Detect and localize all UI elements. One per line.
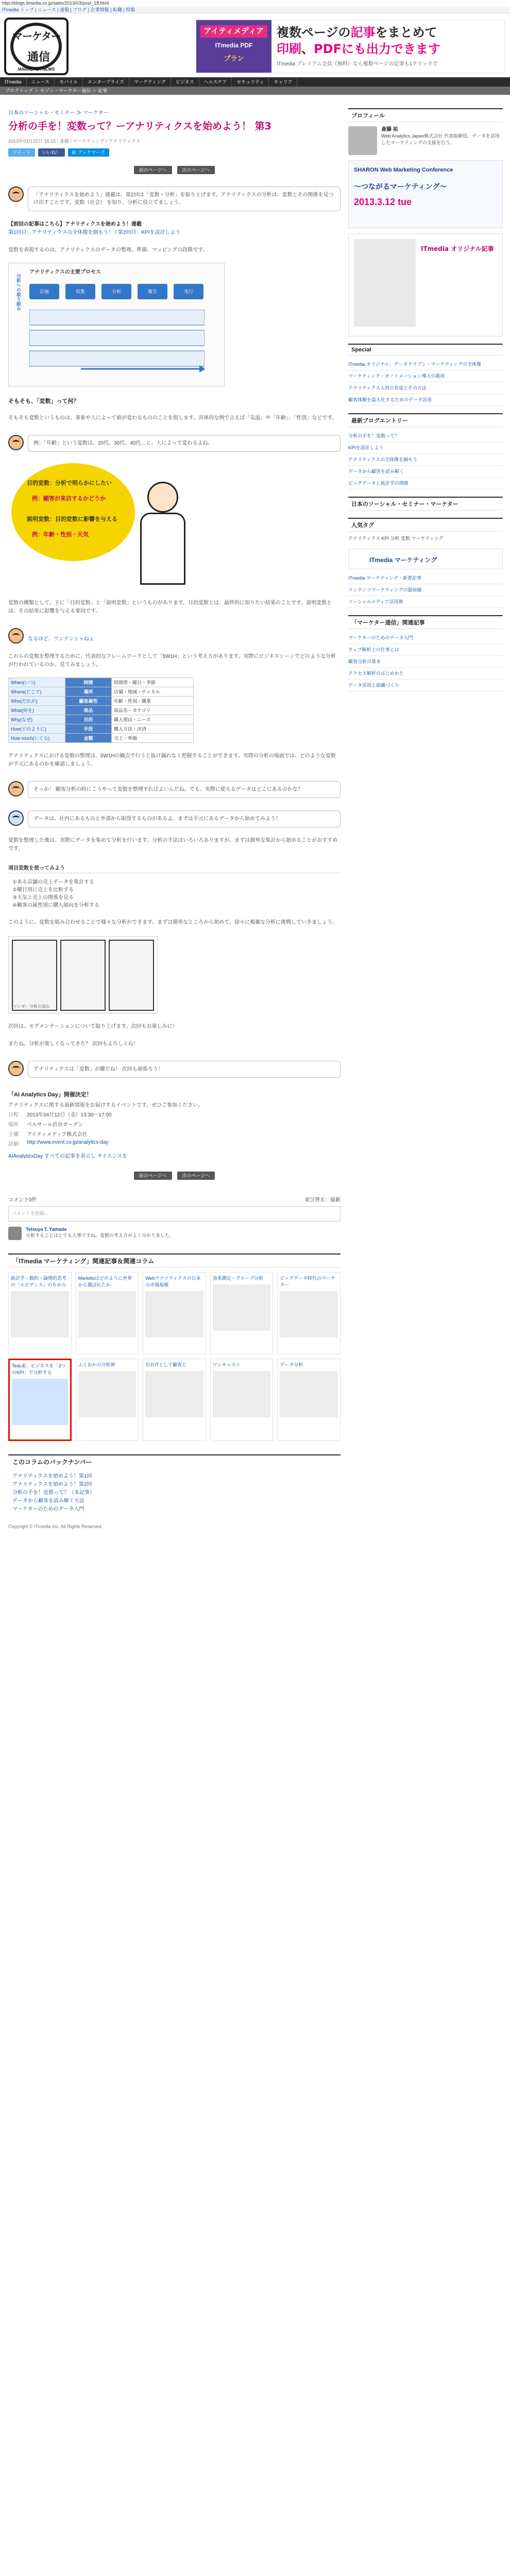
list-item[interactable]: アナリティクス人材の育成とその方法 (348, 382, 503, 394)
ad-platform: プラン (224, 55, 244, 62)
related-card[interactable] (143, 1272, 206, 1354)
profile-box (348, 126, 503, 155)
sidebar-ad-conference[interactable] (348, 160, 503, 228)
avatar (8, 1061, 24, 1076)
table-row (9, 724, 194, 734)
related-thumb (78, 1291, 137, 1337)
paragraph (8, 221, 341, 237)
list-item[interactable]: KPIを設計しよう (348, 442, 503, 454)
nav-item[interactable]: ビジネス (171, 77, 199, 87)
related-title[interactable]: データ分析 (280, 1362, 303, 1367)
related-card-highlighted[interactable] (8, 1359, 72, 1441)
list-item[interactable]: コンテンツマーケティングの最前線 (348, 584, 503, 596)
related-title[interactable]: 統計学・数的・論理的思考の「エビデンス」のちから (11, 1276, 67, 1287)
event-heading: 「AI Analytics Day」開催決定！ (8, 1092, 92, 1098)
event-row (8, 1130, 341, 1138)
sidebar-mk-banner[interactable] (348, 549, 503, 569)
site-header (0, 13, 510, 77)
paragraph: 変数の種類として、主に「目的変数」と「説明変数」というものがあります。目的変数とは、最終的に知りたい結果のことです。説明変数とは、その結果に影響を与える要因です。 (8, 600, 332, 614)
paragraph: これらの変数を整理するために、代表的なフレームワークとして「5W1H」という考え方があります。実際にビジネスシーンでどのような分析が行われているのか、見てみましょう。 (8, 654, 336, 668)
related-card[interactable] (8, 1272, 72, 1354)
table-cell: 年齢・性別・職業 (112, 697, 194, 706)
event-row (8, 1110, 341, 1118)
pager-bottom (128, 1172, 221, 1180)
variable-illustration (8, 461, 225, 590)
next-page-button[interactable]: 次のページへ (177, 1172, 215, 1180)
ad-line1-b: をまとめて (375, 25, 437, 40)
speech-bubble: そっか！ 顧客分析の時にこうやって変数を整理すればよいんだね。でも、実際に使えるデータはどこにあるのかな？ (28, 781, 341, 798)
paragraph-heading: 【前回の記事はこちら】アナリティクスを始めよう！連載 (8, 222, 142, 227)
backnumber-item[interactable]: マーケターのためのデータ入門 (12, 1506, 84, 1512)
related-title[interactable]: TeaLiE：ビジネスを「3つのKPI」で分析する (12, 1363, 66, 1375)
list-item[interactable]: 顧客体験を最大化するためのデータ活用 (348, 394, 503, 406)
profile-text: Web Analytics Japan株式会社 代表取締役。データを活用したマーケティングの支援を行う。 (381, 133, 500, 145)
table-cell: 購入理由・ニーズ (112, 715, 194, 724)
person-illustration (132, 482, 194, 585)
nav-item[interactable]: ニュース (27, 77, 55, 87)
nav-item[interactable]: ITmedia (0, 77, 27, 87)
related-thumb (213, 1284, 271, 1331)
related-thumb (280, 1291, 338, 1337)
ad-brand: ITmedia PDF (215, 42, 253, 49)
related-card[interactable] (76, 1359, 139, 1441)
logo-en-text: MARKETER NEWS (18, 67, 55, 72)
list-item[interactable]: マーケターのためのデータ入門 (348, 632, 503, 644)
list-item[interactable]: アクセス解析のはじめかた (348, 668, 503, 680)
related-card[interactable] (210, 1359, 274, 1441)
article-meta: 2013年03月22日 16:15 / 斎藤 / マーケティング / アナリティクス (8, 139, 141, 144)
diagram-stage: 計画 (29, 284, 59, 299)
5w1h-table (8, 677, 194, 743)
banner-title: SHARON Web Marketing Conference (354, 167, 453, 173)
nav-item[interactable]: マーケティング (129, 77, 171, 87)
category-link[interactable]: 日本のソーシャル・セミナー (8, 110, 75, 116)
person-body (140, 513, 185, 585)
related-thumb (280, 1371, 338, 1417)
comment-author[interactable]: Tetsuya T. Yamada (26, 1227, 67, 1232)
list-item[interactable]: ビッグデータと統計学の関係 (348, 478, 503, 489)
table-cell: How(どのように) (9, 724, 65, 734)
diagram-stage: 実行 (174, 284, 203, 299)
speech-quote (8, 1061, 341, 1078)
event-info (8, 1090, 341, 1159)
copyright: Copyright © ITmedia Inc. All Rights Reserved. (8, 1524, 103, 1529)
paragraph: そもそも変数というものは、事象や人によって値が変わるもののことを指します。具体的な例で言えば「気温」や「年齢」、「性別」などです。 (8, 415, 337, 421)
backnumber-list (8, 1472, 341, 1514)
table-row (9, 687, 194, 697)
event-row (8, 1140, 341, 1147)
related-thumb (11, 1291, 69, 1337)
table-cell: What(何を) (9, 706, 65, 715)
related-thumb (12, 1379, 68, 1425)
event-value: ベルサール渋谷ガーデン (27, 1122, 83, 1128)
paragraph: 変数を表現するのは、アナリティクスのデータの整理、準備、マッピングの段階です。 (8, 247, 208, 253)
related-card[interactable] (76, 1272, 139, 1354)
table-cell: 顧客属性 (65, 697, 112, 706)
diagram-stage: 分析 (101, 284, 131, 299)
pager-top (128, 166, 221, 174)
list-item[interactable]: マーケティング・オートメーション導入の勘所 (348, 370, 503, 382)
event-key: 主催 (8, 1132, 19, 1138)
table-cell: 場所 (65, 687, 112, 697)
paragraph-links[interactable]: 第1回目：アナリティクスの全体像を掴もう！ / 第2回目：KPIを設計しよう (8, 230, 181, 235)
global-nav (0, 77, 510, 87)
ad-tag: アイティメディア (200, 25, 267, 38)
ad-line1-a: 複数ページの (277, 25, 351, 40)
event-row (8, 1120, 341, 1128)
related-title[interactable]: 効果測定・グループ分析 (212, 1276, 264, 1281)
paragraph: 変数を整理した後は、実際にデータを集めて分析を行います。分析の手法はいろいろありますが、まずは簡単な集計から始めることがおすすめです。 (8, 838, 338, 852)
banner-date: 2013.3.12 tue (354, 197, 412, 207)
table-cell: 時間 (65, 678, 112, 687)
list-item[interactable]: 顧客分析の基本 (348, 656, 503, 668)
ad-line1-hl: 記事 (350, 25, 376, 40)
table-row (9, 706, 194, 715)
ad-line2-hl: 印刷 (277, 42, 301, 56)
event-description: アナリティクスに関する最新情報をお届けするイベントです。ぜひご参加ください。 (8, 1103, 203, 1108)
table-cell: 売上・単価 (112, 734, 194, 743)
speech-quote (8, 435, 341, 452)
list-item[interactable]: アナリティクスの全体像を掴もう (348, 454, 503, 466)
profile-photo (348, 126, 377, 155)
ad-copy (277, 24, 498, 67)
special-list (348, 359, 503, 406)
list-item[interactable]: 分析の手を！変数って？ (348, 430, 503, 442)
list-item[interactable]: ITmedia マーケティング・新着記事 (348, 572, 503, 584)
speech-quote (8, 810, 341, 827)
backnumber-item[interactable]: 分析の手を！変数って？（本記事） (12, 1490, 95, 1496)
related-list (348, 632, 503, 691)
profile-heading: プロフィール (348, 108, 503, 122)
speech-bubble: 例：「年齢」という変数は、20代、30代、40代…と、人によって変わるよね。 (28, 435, 341, 452)
ad-line3: ITmedia プレミアム会員（無料）なら複数ページの記事も1クリックで (277, 61, 438, 67)
related-card[interactable] (277, 1272, 341, 1354)
comment (8, 1227, 341, 1240)
paragraph: このように、変数を組み合わせることで様々な分析ができます。まずは簡単なところから始めて、徐々に複雑な分析に挑戦していきましょう。 (8, 920, 337, 925)
related-title[interactable]: ふくおかの分析術 (78, 1362, 115, 1367)
list-item[interactable]: ITmedia オリジナル：データドリブン・マーケティングの全体像 (348, 359, 503, 370)
article-main (8, 108, 341, 1529)
backnumber-heading: このコラムのバックナンバー (8, 1454, 341, 1468)
prev-page-button[interactable]: 前のページへ (134, 166, 172, 174)
table-cell: 商品名・カテゴリ (112, 706, 194, 715)
speech-bubble: 「アナリティクスを始めよう」連載は、第2回は「変数・分析」を取り上げます。アナリティクスの分析は、変数とその関係を見つけ出すことです。変数（社会） を知り、分析に役立てましょう。 (28, 187, 341, 211)
table-cell: How much(いくら) (9, 734, 65, 743)
nav-item[interactable]: ヘルスケア (199, 77, 232, 87)
person-head (147, 482, 178, 513)
illus-line: 例：顧客が来店するかどうか (32, 495, 106, 502)
article-title: 分析の手を！変数って？ーアナリティクスを始めよう！ 第3 (8, 121, 271, 132)
comments-count: コメント0件 (8, 1197, 37, 1203)
avatar (8, 628, 24, 643)
event-link[interactable]: http://www.event.co.jp/analytics-day (27, 1140, 109, 1145)
breadcrumb[interactable]: ブログトップ ＞ セゾン・マーケター通信 ＞ 記事 (0, 87, 510, 95)
table-cell: 商品 (65, 706, 112, 715)
list-item: ②曜日別に売上を比較する (12, 887, 74, 893)
illus-line: 目的変数：分析で明らかにしたい (27, 480, 112, 486)
share-bar (8, 148, 341, 157)
ad-line2-b: 、 (301, 42, 314, 56)
table-row (9, 734, 194, 743)
related-grid (8, 1272, 341, 1441)
event-value: アイティメディア株式会社 (27, 1132, 88, 1138)
paragraph: 次回は、セグメンテーションについて取り上げます。次回もお楽しみに！ (8, 1024, 178, 1029)
related-card[interactable] (143, 1359, 206, 1441)
related-card[interactable] (277, 1359, 341, 1441)
table-cell: Who(だれが) (9, 697, 65, 706)
diagram-stage: 収集 (65, 284, 95, 299)
related-thumb (213, 1371, 271, 1417)
sidebar (348, 108, 503, 691)
illus-line: 例：年齢・性別・天気 (32, 531, 89, 538)
speech-quote (8, 187, 341, 211)
nav-item[interactable]: キャリア (269, 77, 297, 87)
table-row (9, 697, 194, 706)
nav-item[interactable]: エンタープライズ (83, 77, 129, 87)
ranking-list (348, 430, 503, 489)
table-cell: 購入方法・決済 (112, 724, 194, 734)
bookmark-button[interactable]: B! ブックマーク (68, 148, 109, 157)
related-card[interactable] (210, 1272, 274, 1354)
nav-item[interactable]: セキュリティ (232, 77, 269, 87)
tweet-button[interactable]: ツイート (8, 148, 35, 157)
comic-note: マンガ：分析の流れ (13, 1004, 50, 1009)
diagram-title: アナリティクスの主要プロセス (29, 269, 101, 275)
site-logo[interactable] (4, 18, 69, 75)
ad-left-panel (196, 20, 271, 73)
sidebar-ad-feature[interactable] (348, 233, 503, 336)
url-bar[interactable]: http://blogs.itmedia.co.jp/saito/2013/03/post_18.html (2, 1, 109, 6)
profile-name[interactable]: 斎藤 祐 (381, 127, 398, 132)
comic-panel (12, 940, 57, 1011)
comic-panel (60, 940, 106, 1011)
table-cell: 金額 (65, 734, 112, 743)
table-row (9, 715, 194, 724)
comments-bar (8, 1195, 341, 1203)
event-value: 2013年04月12日（金）13:30〜17:00 (27, 1112, 112, 1118)
paragraph: またね、分析が楽しくなってきた？ 次回もよろしくね！ (8, 1041, 139, 1047)
paragraph: アナリティクスにおける変数の整理は、5W1Hの観点で行うと抜け漏れなく把握することができます。実際の分析の場面では、どのような変数が手元にあるのかを確認しましょう。 (8, 753, 336, 767)
comment-input[interactable]: コメントを投稿... (8, 1206, 341, 1222)
comment-text: 分析することはとても大事ですね。変数の考え方がよく分かりました。 (26, 1233, 175, 1238)
next-page-button[interactable]: 次のページへ (177, 166, 215, 174)
table-cell: When(いつ) (9, 678, 65, 687)
related-list-heading: 「マーケター通信」関連記事 (348, 615, 503, 629)
speech-quote (8, 781, 341, 798)
table-cell: Where(どこで) (9, 687, 65, 697)
backnumber-item[interactable]: アナリティクスを始めよう！第2回 (12, 1482, 92, 1487)
process-diagram (8, 263, 225, 386)
related-title[interactable]: ビッグデータ時代のマーケター (280, 1276, 336, 1287)
comments-section (8, 1195, 341, 1240)
feature-image (354, 239, 416, 327)
avatar (8, 781, 24, 796)
feature-title: ITmedia オリジナル記事 (421, 245, 494, 252)
table-row (9, 678, 194, 687)
ranking-heading: 最新ブログエントリー (348, 413, 503, 427)
list-item: ④顧客の属性別に購入傾向を分析する (12, 903, 99, 908)
comic-strip (8, 936, 158, 1013)
related-thumb (145, 1291, 203, 1337)
step-list (8, 878, 341, 909)
logo-top-text: マーケター (12, 30, 61, 42)
table-cell: 手段 (65, 724, 112, 734)
backnumber-item[interactable]: アナリティクスを始めよう！第1回 (12, 1473, 92, 1479)
comments-sort[interactable]: 並び替え：最新 (304, 1197, 341, 1203)
event-key: 詳細 (8, 1142, 19, 1147)
illustration-pin (11, 463, 135, 561)
related-title[interactable]: 自社ITとして顧客と (145, 1362, 187, 1367)
article-category[interactable] (8, 108, 341, 116)
table-cell: Why(なぜ) (9, 715, 65, 724)
category-current[interactable]: マーケター (82, 110, 109, 116)
header-ad-banner[interactable] (196, 20, 505, 73)
top-links[interactable]: ITmedia トップ | ニュース | 速報 | ブログ | 企業情報 | 転職 | 特集 (0, 6, 510, 13)
table-cell: 目的 (65, 715, 112, 724)
event-key: 場所 (8, 1122, 19, 1128)
related-title[interactable]: ワンキャスト (212, 1362, 241, 1367)
speech-bubble: データは、社内にあるものと外部から取得するものがあるよ。まずは手元にあるデータから始めてみよう！ (28, 810, 341, 827)
comic-panel (109, 940, 154, 1011)
section-heading: そもそも、「変数」って何？ (8, 398, 79, 404)
mk-banner-title: ITmedia マーケティング (369, 556, 437, 564)
tag-list[interactable]: アナリティクス KPI 分析 変数 マーケティング (348, 536, 444, 541)
event-tag-link[interactable]: AIAnalyticsDay すべての記事を表示し サイエンスを (8, 1154, 128, 1159)
special-heading: Special (348, 344, 503, 355)
avatar (8, 810, 24, 826)
avatar (8, 435, 24, 450)
speech-quote (8, 628, 341, 643)
diagram-vertical-label: 分析への取り組み (16, 274, 21, 311)
table-cell: 時間帯・曜日・季節 (112, 678, 194, 687)
list-item[interactable]: データ活用と組織づくり (348, 680, 503, 691)
list-item: ①ある店舗の売上データを集計する (12, 879, 94, 885)
like-button[interactable]: いいね！ (38, 148, 65, 157)
speech-bubble: アナリティクスは「変数」が鍵だね！ 次回も頑張ろう！ (28, 1061, 341, 1078)
related-title[interactable]: Marketoはどのように世界から選ばれたか (78, 1276, 132, 1287)
diagram-stage: 報告 (138, 284, 167, 299)
illus-line: 説明変数：目的変数に影響を与える (27, 516, 117, 522)
diagram-arrows (29, 310, 205, 377)
related-heading: 「ITmedia マーケティング」関連記事＆関連コラム (8, 1253, 341, 1268)
related-title[interactable]: Webアナリティクスの日本の市場規模 (145, 1276, 201, 1287)
mk-list (348, 572, 503, 608)
list-item[interactable]: データから顧客を読み解く (348, 466, 503, 478)
category-heading: 日本のソーシャル・セミナー・マーケター (348, 497, 503, 511)
banner-sub: 〜つながるマーケティング〜 (354, 183, 447, 191)
category-sep: ＞ (75, 110, 83, 116)
list-item: ③天気と売上の関係を見る (12, 895, 74, 901)
related-thumb (145, 1371, 203, 1417)
logo-bottom-text: 通信 (27, 50, 50, 64)
prev-page-button[interactable]: 前のページへ (134, 1172, 172, 1180)
backnumber-item[interactable]: データから顧客を読み解く方法 (12, 1498, 84, 1504)
related-thumb (78, 1371, 137, 1417)
nav-item[interactable]: モバイル (55, 77, 83, 87)
subsection-heading: 項目変数を使ってみよう (8, 863, 341, 873)
table-cell: 店舗・地域・チャネル (112, 687, 194, 697)
comment-avatar (8, 1227, 22, 1240)
inline-link[interactable]: なるほど、ウンテンシャねぇ (28, 636, 95, 642)
event-key: 日程 (8, 1112, 19, 1118)
avatar (8, 187, 24, 202)
ad-line2-c: PDFにも出力できます (314, 42, 440, 56)
list-item[interactable]: ソーシャルメディア活用術 (348, 596, 503, 608)
list-item[interactable]: ウェブ解析士の仕事とは (348, 644, 503, 656)
tag-heading: 人気タグ (348, 518, 503, 532)
